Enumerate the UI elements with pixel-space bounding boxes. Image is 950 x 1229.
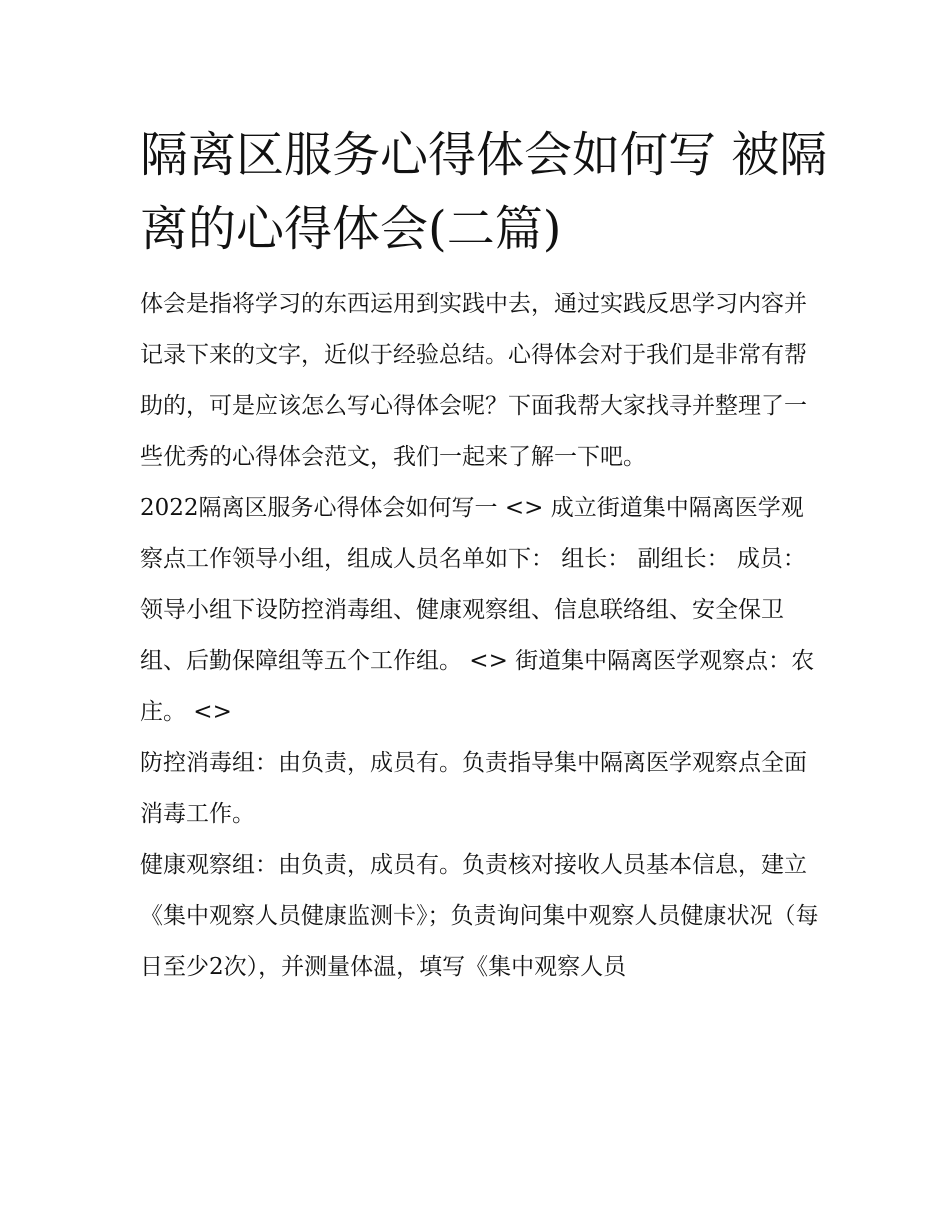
paragraph-working-groups: 领导小组下设防控消毒组、健康观察组、信息联络组、安全保卫组、后勤保障组等五个工作组。 <> 街道集中隔离医学观察点：农庄。 <> [140, 597, 815, 725]
document-title: 隔离区服务心得体会如何写 被隔离的心得体会(二篇) [140, 127, 828, 257]
paragraph-health-observation-group: 健康观察组：由负责，成员有。负责核对接收人员基本信息，建立《集中观察人员健康监测卡》；负责询问集中观察人员健康状况（每日至少2次），并测量体温，填写《集中观察人员 [140, 852, 819, 980]
paragraph-disinfection-group: 防控消毒组：由负责，成员有。负责指导集中隔离医学观察点全面消毒工作。 [140, 750, 807, 827]
document-body [140, 279, 820, 993]
paragraph-leading-group: 2022隔离区服务心得体会如何写一 <> 成立街道集中隔离医学观察点工作领导小组，组成人员名单如下： 组长： 副组长： 成员： [140, 495, 806, 572]
paragraph-intro: 体会是指将学习的东西运用到实践中去，通过实践反思学习内容并记录下来的文字，近似于经验总结。心得体会对于我们是非常有帮助的，可是应该怎么写心得体会呢？下面我帮大家找寻并整理了一些优秀的心得体会范文，我们一起来了解一下吧。 [140, 291, 807, 470]
